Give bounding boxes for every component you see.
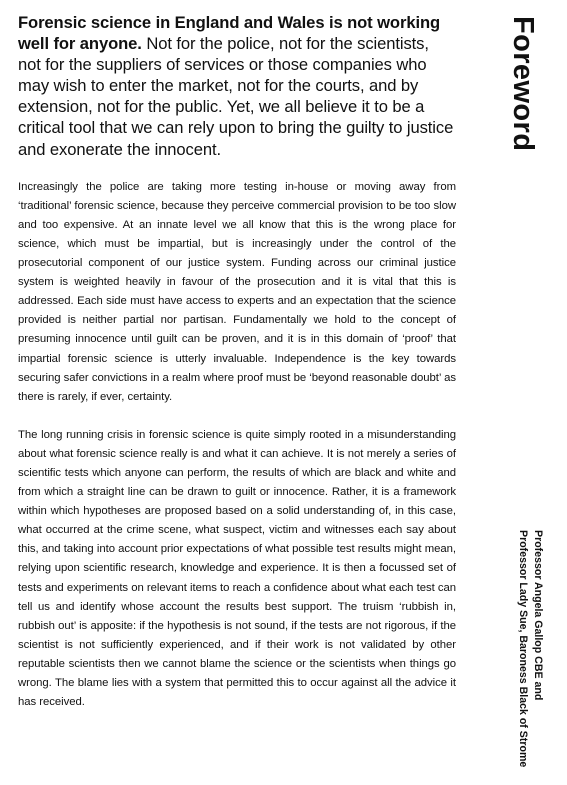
section-title: Foreword xyxy=(507,16,539,152)
author-line-1: Professor Angela Gallop CBE and xyxy=(532,530,544,701)
lead-text: Not for the police, not for the scientists, not for the suppliers of services or those companies who may wish to enter the market, not for the courts, and by extension, not for the public. Yet, we all believe it to be a critical tool that we can rely upon to bring the guilty to justice and exonerate the innocent. xyxy=(18,34,454,159)
body-paragraph-2: The long running crisis in forensic science is quite simply rooted in a misunderstanding about what forensic science really is and what it can achieve. It is not merely a series of scientific tests which anyone can perform, the results of which are black and white and from which a straight line can be drawn to guilt or innocence. Rather, it is a framework within which hypotheses are proposed based on a solid understanding of, in this case, what occurred at the crime scene, what suspect, victim and witnesses each say about this, and taking into account prior expectations of what possible test results might mean, relying upon scientific research, knowledge and experience. It is then a focussed set of tests and experiments on relevant items to reach a confidence about what each test can tell us and identify whose account the results best support. The truism ‘rubbish in, rubbish out’ is apposite: if the hypothesis is not sound, if the tests are not rigorous, if the scientist is not sufficiently experienced, and if their work is not validated by other reputable scientists then we cannot blame the science or the scientists when things go wrong. The blame lies with a system that permitted this to occur against all the advice it has received. xyxy=(18,428,456,709)
body-paragraph-1: Increasingly the police are taking more testing in-house or moving away from ‘traditional’ forensic science, because they perceive commercial provision to be too slow and too expensive. At an innate level we all know that this is the wrong place for science, which must be impartial, but is increasingly under the control of the prosecutorial component of our justice system. Funding across our criminal justice system is weighted heavily in favour of the prosecution and it is vital that this is addressed. Each side must have access to experts and an expectation that the science provided is neither partial nor partisan. Fundamentally we hold to the concept of presuming innocence until guilt can be proven, and it is in this domain of ‘proof’ that impartial forensic science is utterly invaluable. Independence is the key towards securing safer convictions in a realm where proof must be ‘beyond reasonable doubt’ as there is rarely, if ever, certainty. xyxy=(18,180,456,403)
foreword-body xyxy=(18,12,456,712)
author-line-2: Professor Lady Sue, Baroness Black of Strome xyxy=(517,530,529,768)
lead-bold-sentence: Forensic science in England and Wales is not working well for anyone. xyxy=(18,13,441,54)
lead-paragraph xyxy=(18,12,456,160)
authors-credit xyxy=(515,530,545,767)
